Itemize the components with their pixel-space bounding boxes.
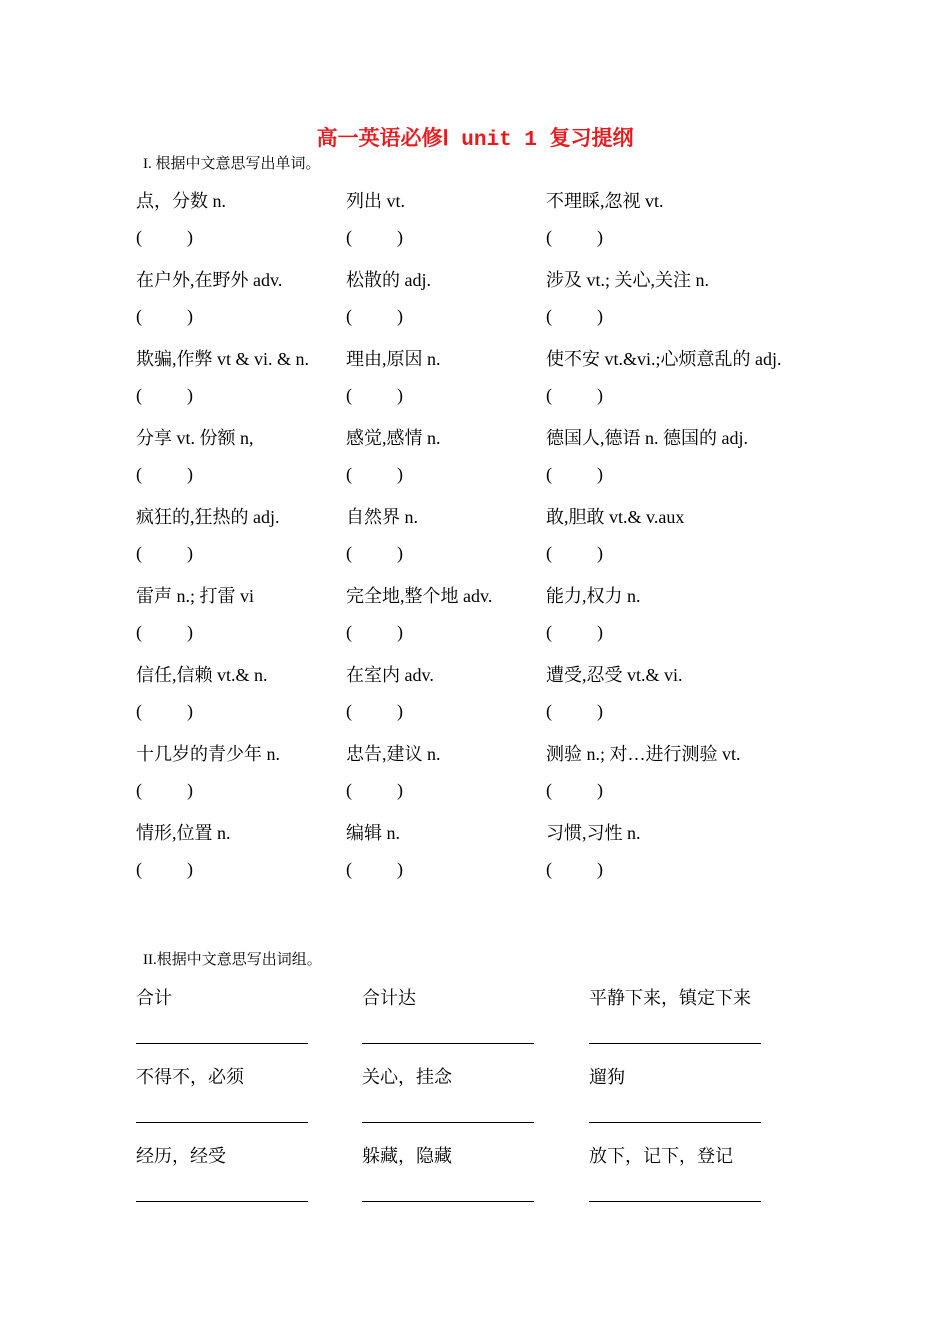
answer-blank[interactable]: ( ) [546,543,603,563]
phrase-prompt: 合计 [136,988,172,1008]
word-prompt: 忠告,建议 n. [346,744,441,764]
answer-line[interactable] [362,1043,534,1044]
answer-blank[interactable]: ( ) [346,622,403,642]
answer-blank[interactable]: ( ) [346,780,403,800]
answer-blank[interactable]: ( ) [346,306,403,326]
word-prompt: 自然界 n. [346,507,418,527]
word-prompt: 完全地,整个地 adv. [346,586,493,606]
section-1-heading: I. 根据中文意思写出单词。 [143,156,321,172]
word-prompt: 疯狂的,狂热的 adj. [136,507,280,527]
answer-blank[interactable]: ( ) [546,859,603,879]
word-prompt: 德国人,德语 n. 德国的 adj. [546,428,748,448]
answer-blank[interactable]: ( ) [346,464,403,484]
answer-blank[interactable]: ( ) [346,227,403,247]
answer-blank[interactable]: ( ) [136,227,193,247]
answer-blank[interactable]: ( ) [546,780,603,800]
answer-line[interactable] [362,1201,534,1202]
word-prompt: 雷声 n.; 打雷 vi [136,586,255,606]
answer-blank[interactable]: ( ) [136,464,193,484]
answer-blank[interactable]: ( ) [136,780,193,800]
word-prompt: 欺骗,作弊 vt & vi. & n. [136,349,310,369]
word-prompt: 使不安 vt.&vi.;心烦意乱的 adj. [546,349,782,369]
answer-line[interactable] [362,1122,534,1123]
word-prompt: 松散的 adj. [346,270,431,290]
answer-blank[interactable]: ( ) [546,385,603,405]
answer-line[interactable] [589,1122,761,1123]
section-2-heading: II.根据中文意思写出词组。 [143,952,322,968]
answer-blank[interactable]: ( ) [546,306,603,326]
word-prompt: 涉及 vt.; 关心,关注 n. [546,270,710,290]
word-prompt: 习惯,习性 n. [546,823,641,843]
phrase-prompt: 躲藏，隐藏 [362,1146,452,1166]
answer-blank[interactable]: ( ) [136,385,193,405]
word-prompt: 感觉,感情 n. [346,428,441,448]
word-prompt: 列出 vt. [346,191,406,211]
word-prompt: 在户外,在野外 adv. [136,270,283,290]
answer-blank[interactable]: ( ) [136,306,193,326]
answer-blank[interactable]: ( ) [346,543,403,563]
answer-line[interactable] [136,1122,308,1123]
answer-line[interactable] [136,1201,308,1202]
document-title: 高一英语必修Ⅰ unit 1 复习提纲 [316,129,634,152]
answer-blank[interactable]: ( ) [136,859,193,879]
word-prompt: 遭受,忍受 vt.& vi. [546,665,683,685]
answer-blank[interactable]: ( ) [546,227,603,247]
word-prompt: 不理睬,忽视 vt. [546,191,664,211]
answer-blank[interactable]: ( ) [546,622,603,642]
word-prompt: 信任,信赖 vt.& n. [136,665,268,685]
word-prompt: 十几岁的青少年 n. [136,744,280,764]
answer-blank[interactable]: ( ) [346,859,403,879]
answer-blank[interactable]: ( ) [136,701,193,721]
word-prompt: 能力,权力 n. [546,586,641,606]
word-prompt: 测验 n.; 对…进行测验 vt. [546,744,741,764]
word-prompt: 敢,胆敢 vt.& v.aux [546,507,685,527]
phrase-prompt: 关心，挂念 [362,1067,452,1087]
phrase-prompt: 不得不，必须 [136,1067,244,1087]
answer-blank[interactable]: ( ) [346,385,403,405]
word-prompt: 理由,原因 n. [346,349,441,369]
word-prompt: 在室内 adv. [346,665,434,685]
word-prompt: 分享 vt. 份额 n, [136,428,254,448]
word-prompt: 编辑 n. [346,823,400,843]
answer-blank[interactable]: ( ) [346,701,403,721]
answer-line[interactable] [589,1043,761,1044]
phrase-prompt: 遛狗 [589,1067,625,1087]
answer-line[interactable] [136,1043,308,1044]
word-prompt: 情形,位置 n. [136,823,231,843]
phrase-prompt: 放下，记下，登记 [589,1146,733,1166]
answer-line[interactable] [589,1201,761,1202]
answer-blank[interactable]: ( ) [136,622,193,642]
answer-blank[interactable]: ( ) [546,701,603,721]
phrase-prompt: 平静下来，镇定下来 [589,988,751,1008]
phrase-prompt: 合计达 [362,988,416,1008]
word-prompt: 点，分数 n. [136,191,226,211]
answer-blank[interactable]: ( ) [546,464,603,484]
answer-blank[interactable]: ( ) [136,543,193,563]
phrase-prompt: 经历，经受 [136,1146,226,1166]
